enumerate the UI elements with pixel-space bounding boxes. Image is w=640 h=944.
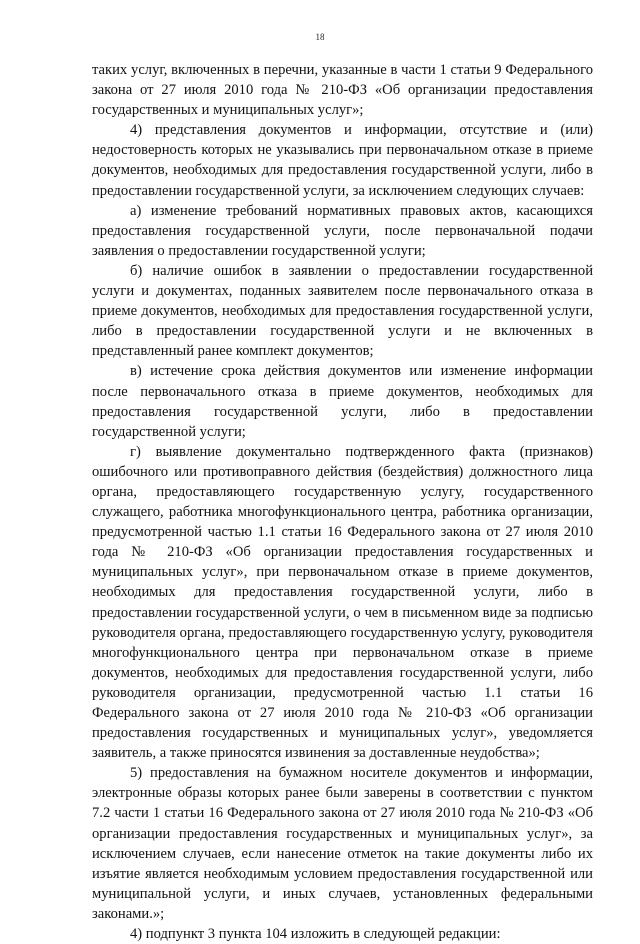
document-body [92,60,593,944]
paragraph: 4) подпункт 3 пункта 104 изложить в следующей редакции: [130,926,501,943]
paragraph: г) выявление документально подтвержденного факта (признаков) ошибочного или противоправного действия (бездействия) должностного лица органа, предоставляющего государственную услугу, государственного служащего, работника многофункционального центра, работника организации, предусмотренной частью 1.1 статьи 16 Федерального закона от 27 июля 2010 года № 210-ФЗ «Об организации предоставления государственных и муниципальных услуг», при первоначальном отказе в приеме документов, необходимых для предоставления государственной услуги, либо в предоставлении государственной услуги, о чем в письменном виде за подписью руководителя органа, предоставляющего государственную услугу, руководителя многофункционального центра при первоначальном отказе в приеме документов, необходимых для предоставления государственной услуги, либо руководителя организации, предусмотренной частью 1.1 статьи 16 Федерального закона от 27 июля 2010 года № 210-ФЗ «Об организации предоставления государственных и муниципальных услуг», уведомляется заявитель, а также приносятся извинения за доставленные неудобства»; [92,443,593,762]
page-number: 18 [315,32,325,42]
paragraph: 4) представления документов и информации, отсутствие и (или) недостоверность которых не указывались при первоначальном отказе в приеме документов, необходимых для предоставления государственной услуги, либо в предоставлении государственной услуги, за исключением следующих случаев: [92,122,593,199]
paragraph: таких услуг, включенных в перечни, указанные в части 1 статьи 9 Федерального закона от 27 июля 2010 года № 210-ФЗ «Об организации предоставления государственных и муниципальных услуг»; [92,62,593,119]
paragraph: 5) предоставления на бумажном носителе документов и информации, электронные образы которых ранее были заверены в соответствии с пунктом 7.2 части 1 статьи 16 Федерального закона от 27 июля 2010 года № 210-ФЗ «Об организации предоставления государственных и муниципальных услуг», за исключением случаев, если нанесение отметок на такие документы либо их изъятие является необходимым условием предоставления государственной или муниципальной услуги, и иных случаев, установленных федеральными законами.»; [92,765,593,922]
paragraph: в) истечение срока действия документов или изменение информации после первоначального отказа в приеме документов, необходимых для предоставления государственной услуги, либо в предоставлении государственной услуги; [92,363,593,440]
paragraph: б) наличие ошибок в заявлении о предоставлении государственной услуги и документах, поданных заявителем после первоначального отказа в приеме документов, необходимых для предоставления государственной услуги, либо в предоставлении государственной услуги и не включенных в представленный ранее комплект документов; [92,262,593,360]
paragraph: а) изменение требований нормативных правовых актов, касающихся предоставления государственной услуги, после первоначальной подачи заявления о предоставлении государственной услуги; [92,202,593,259]
